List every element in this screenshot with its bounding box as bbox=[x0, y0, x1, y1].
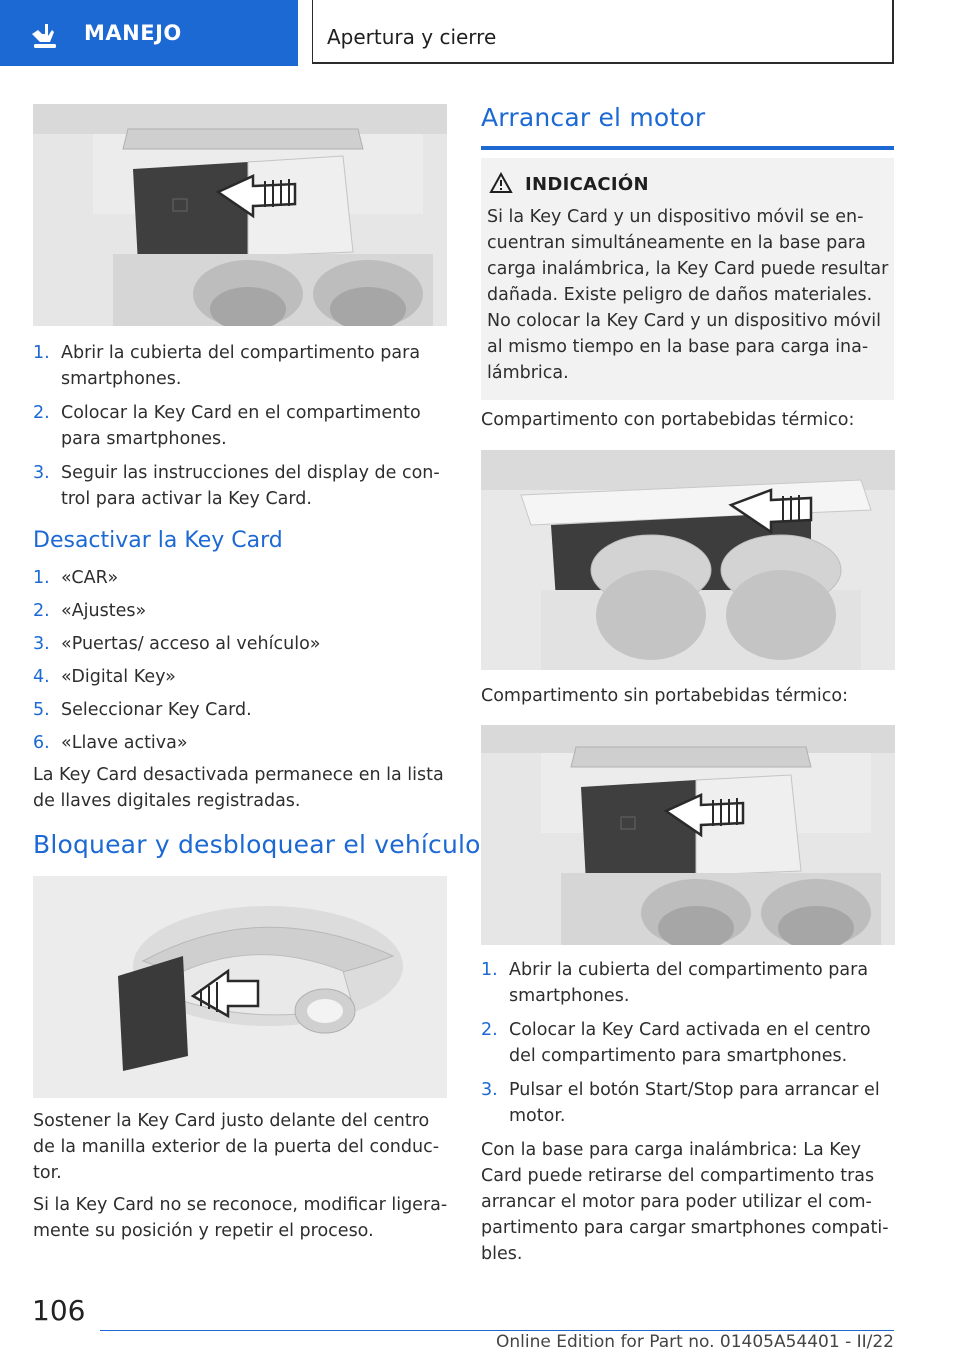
list-item: 3. Seguir las instrucciones del display de con‐trol para activar la Key Card. bbox=[33, 463, 440, 509]
deactivate-steps-list bbox=[33, 565, 451, 756]
chapter-title: Apertura y cierre bbox=[327, 25, 497, 49]
start-engine-heading: Arrancar el motor bbox=[481, 103, 706, 132]
list-item: 3. «Puertas/ acceso al vehículo» bbox=[33, 634, 321, 654]
notice-box bbox=[481, 158, 894, 400]
list-item: 2. «Ajustes» bbox=[33, 601, 147, 621]
notice-title: INDICACIÓN bbox=[525, 174, 649, 195]
lock-retry-note: Si la Key Card no se reconoce, modificar ligera‐mente su posición y repetir el proceso. bbox=[33, 1195, 448, 1241]
list-item: 6. «Llave activa» bbox=[33, 733, 188, 753]
list-item: 4. «Digital Key» bbox=[33, 667, 176, 687]
lock-heading: Bloquear y desbloquear el vehículo bbox=[33, 830, 481, 859]
list-item: 2. Colocar la Key Card en el compartimento para smartphones. bbox=[33, 403, 421, 449]
page-number: 106 bbox=[32, 1294, 86, 1327]
start-steps-list bbox=[481, 957, 897, 1129]
list-item: 5. Seleccionar Key Card. bbox=[33, 700, 252, 720]
list-item: 1. Abrir la cubierta del compartimento para smartphones. bbox=[33, 343, 421, 389]
nonthermal-compartment-image bbox=[481, 725, 895, 945]
steering-hand-icon bbox=[28, 20, 64, 50]
warning-triangle-icon bbox=[489, 172, 513, 194]
deactivate-note: La Key Card desactivada permanece en la lista de llaves digitales registradas. bbox=[33, 765, 444, 811]
activate-steps-list bbox=[33, 340, 451, 512]
smartphone-compartment-image bbox=[33, 104, 447, 326]
list-item: 3. Pulsar el botón Start/Stop para arrancar el motor. bbox=[481, 1080, 880, 1126]
list-item: 2. Colocar la Key Card activada en el centro del compartimento para smartphones. bbox=[481, 1020, 871, 1066]
section-label: MANEJO bbox=[84, 21, 182, 45]
deactivate-heading: Desactivar la Key Card bbox=[33, 528, 283, 553]
list-item: 1. «CAR» bbox=[33, 568, 119, 588]
caption-thermal: Compartimento con portabebidas térmico: bbox=[481, 410, 855, 430]
notice-text: Si la Key Card y un dispositivo móvil se en‐cuentran simultáneamente en la base para carga inalámbrica, la Key Card puede resultar dañada. Existe peligro de daños materiales. No colocar la Key Card y un dispositivo móvil al mismo tiempo en la base para carga ina‐lámbrica. bbox=[487, 207, 889, 383]
closing-paragraph: Con la base para carga inalámbrica: La Key Card puede retirarse del compartimento tras arrancar el motor para poder utilizar el com‐partimento para cargar smartphones compati‐bles. bbox=[481, 1140, 889, 1264]
heading-rule bbox=[481, 146, 894, 150]
thermal-compartment-image bbox=[481, 450, 895, 670]
lock-instruction: Sostener la Key Card justo delante del centro de la manilla exterior de la puerta del conduc‐tor. bbox=[33, 1111, 440, 1183]
footer-edition bbox=[0, 1332, 894, 1352]
door-handle-image bbox=[33, 876, 447, 1098]
list-item: 1. Abrir la cubierta del compartimento para smartphones. bbox=[481, 960, 869, 1006]
edition-text: Online Edition for Part no. 01405A54401 - II/22 bbox=[495, 1332, 894, 1352]
caption-nonthermal: Compartimento sin portabebidas térmico: bbox=[481, 686, 848, 706]
chapter-title-box bbox=[312, 0, 894, 64]
footer-rule bbox=[100, 1330, 894, 1331]
section-tab bbox=[0, 0, 298, 66]
